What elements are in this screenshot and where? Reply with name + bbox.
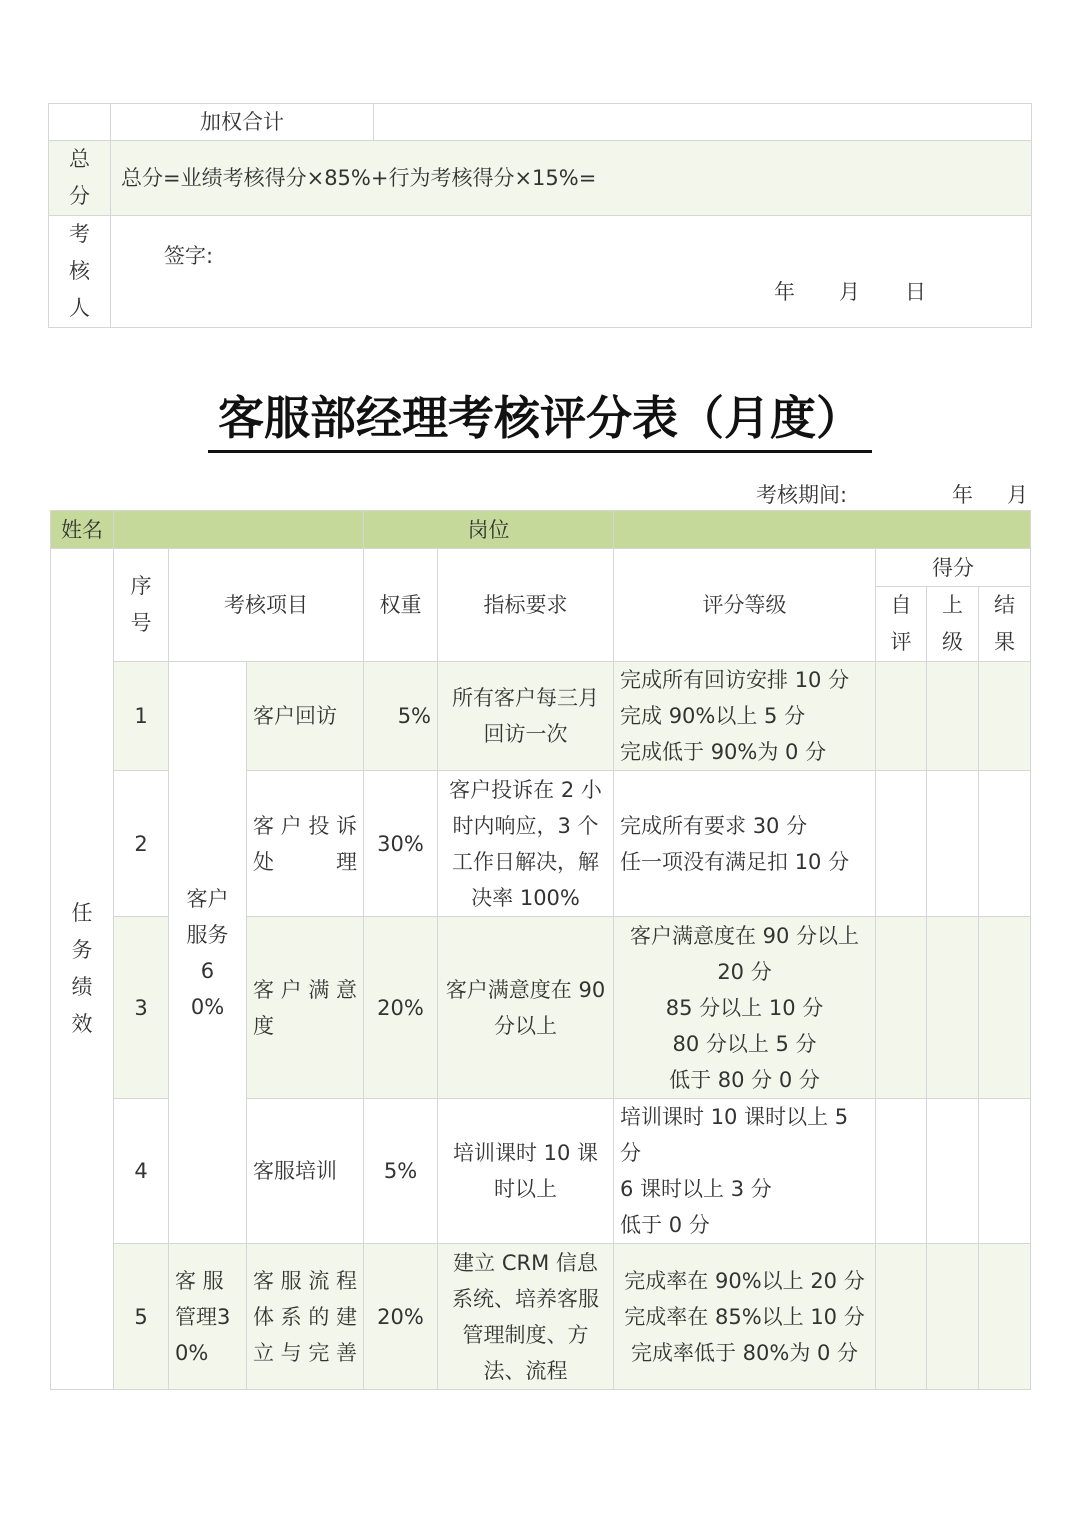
row-superior-score[interactable] bbox=[927, 917, 979, 1099]
col-self-header: 自评 bbox=[876, 587, 927, 662]
row-self-score[interactable] bbox=[876, 1099, 927, 1244]
row-self-score[interactable] bbox=[876, 771, 927, 917]
row-self-score[interactable] bbox=[876, 1244, 927, 1390]
summary-corner-cell bbox=[49, 104, 111, 141]
period-month: 月 bbox=[1007, 483, 1028, 507]
period-label: 考核期间: bbox=[756, 483, 848, 507]
row-superior-score[interactable] bbox=[927, 771, 979, 917]
row-seq: 1 bbox=[114, 662, 169, 771]
row-grading: 客户满意度在 90 分以上 20 分 85 分以上 10 分 80 分以上 5 分 低于 80 分 0 分 bbox=[614, 917, 876, 1099]
position-value[interactable] bbox=[614, 511, 1031, 549]
row-result-score[interactable] bbox=[979, 771, 1031, 917]
row-seq: 2 bbox=[114, 771, 169, 917]
row-seq: 3 bbox=[114, 917, 169, 1099]
assessment-table bbox=[50, 510, 1031, 1390]
row-weight: 20% bbox=[364, 917, 438, 1099]
row-item: 客户投诉处理 bbox=[247, 771, 364, 917]
weighted-total-value[interactable] bbox=[374, 104, 1032, 141]
row-requirement: 培训课时 10 课时以上 bbox=[438, 1099, 614, 1244]
total-formula: 总分=业绩考核得分×85%+行为考核得分×15%= bbox=[111, 141, 1032, 216]
summary-table bbox=[48, 103, 1032, 328]
row-grading: 完成所有回访安排 10 分 完成 90%以上 5 分 完成低于 90%为 0 分 bbox=[614, 662, 876, 771]
name-label: 姓名 bbox=[51, 511, 114, 549]
col-result-header: 结果 bbox=[979, 587, 1031, 662]
date-year: 年 bbox=[774, 280, 795, 304]
row-self-score[interactable] bbox=[876, 917, 927, 1099]
row-grading: 完成所有要求 30 分 任一项没有满足扣 10 分 bbox=[614, 771, 876, 917]
page-title: 客服部经理考核评分表（月度） bbox=[0, 388, 1080, 453]
row-grading: 培训课时 10 课时以上 5 分 6 课时以上 3 分 低于 0 分 bbox=[614, 1099, 876, 1244]
row-self-score[interactable] bbox=[876, 662, 927, 771]
position-label: 岗位 bbox=[364, 511, 614, 549]
date-day: 日 bbox=[905, 280, 926, 304]
row-superior-score[interactable] bbox=[927, 1244, 979, 1390]
row-result-score[interactable] bbox=[979, 1099, 1031, 1244]
row-weight: 20% bbox=[364, 1244, 438, 1390]
row-weight: 5% bbox=[364, 1099, 438, 1244]
section-label: 任务绩效 bbox=[51, 549, 114, 1390]
row-requirement: 客户投诉在 2 小时内响应，3 个工作日解决，解决率 100% bbox=[438, 771, 614, 917]
row-requirement: 所有客户每三月回访一次 bbox=[438, 662, 614, 771]
row-item: 客户回访 bbox=[247, 662, 364, 771]
row-weight: 30% bbox=[364, 771, 438, 917]
row-superior-score[interactable] bbox=[927, 1099, 979, 1244]
date-month: 月 bbox=[839, 280, 860, 304]
col-item-header: 考核项目 bbox=[169, 549, 364, 662]
row-seq: 4 bbox=[114, 1099, 169, 1244]
row-item: 客服流程体系的建立与完善 bbox=[247, 1244, 364, 1390]
name-value[interactable] bbox=[114, 511, 364, 549]
reviewer-label: 考核人 bbox=[49, 216, 111, 328]
category-customer-service: 客户服务60% bbox=[169, 662, 247, 1244]
category-service-management: 客 服管理30% bbox=[169, 1244, 247, 1390]
row-seq: 5 bbox=[114, 1244, 169, 1390]
weighted-total-label: 加权合计 bbox=[111, 104, 374, 141]
row-requirement: 客户满意度在 90 分以上 bbox=[438, 917, 614, 1099]
row-result-score[interactable] bbox=[979, 917, 1031, 1099]
row-item: 客服培训 bbox=[247, 1099, 364, 1244]
row-requirement: 建立 CRM 信息系统、培养客服管理制度、方法、流程 bbox=[438, 1244, 614, 1390]
signature-label: 签字: bbox=[164, 244, 214, 268]
row-result-score[interactable] bbox=[979, 1244, 1031, 1390]
col-score-header: 得分 bbox=[876, 549, 1031, 587]
col-superior-header: 上级 bbox=[927, 587, 979, 662]
col-grading-header: 评分等级 bbox=[614, 549, 876, 662]
signature-cell[interactable] bbox=[111, 216, 1032, 328]
period-year: 年 bbox=[952, 483, 973, 507]
row-weight: 5% bbox=[364, 662, 438, 771]
row-grading: 完成率在 90%以上 20 分 完成率在 85%以上 10 分 完成率低于 80%为 0 分 bbox=[614, 1244, 876, 1390]
row-superior-score[interactable] bbox=[927, 662, 979, 771]
total-score-label: 总分 bbox=[49, 141, 111, 216]
row-result-score[interactable] bbox=[979, 662, 1031, 771]
col-requirement-header: 指标要求 bbox=[438, 549, 614, 662]
row-item: 客户满意度 bbox=[247, 917, 364, 1099]
col-seq-header: 序号 bbox=[114, 549, 169, 662]
col-weight-header: 权重 bbox=[364, 549, 438, 662]
